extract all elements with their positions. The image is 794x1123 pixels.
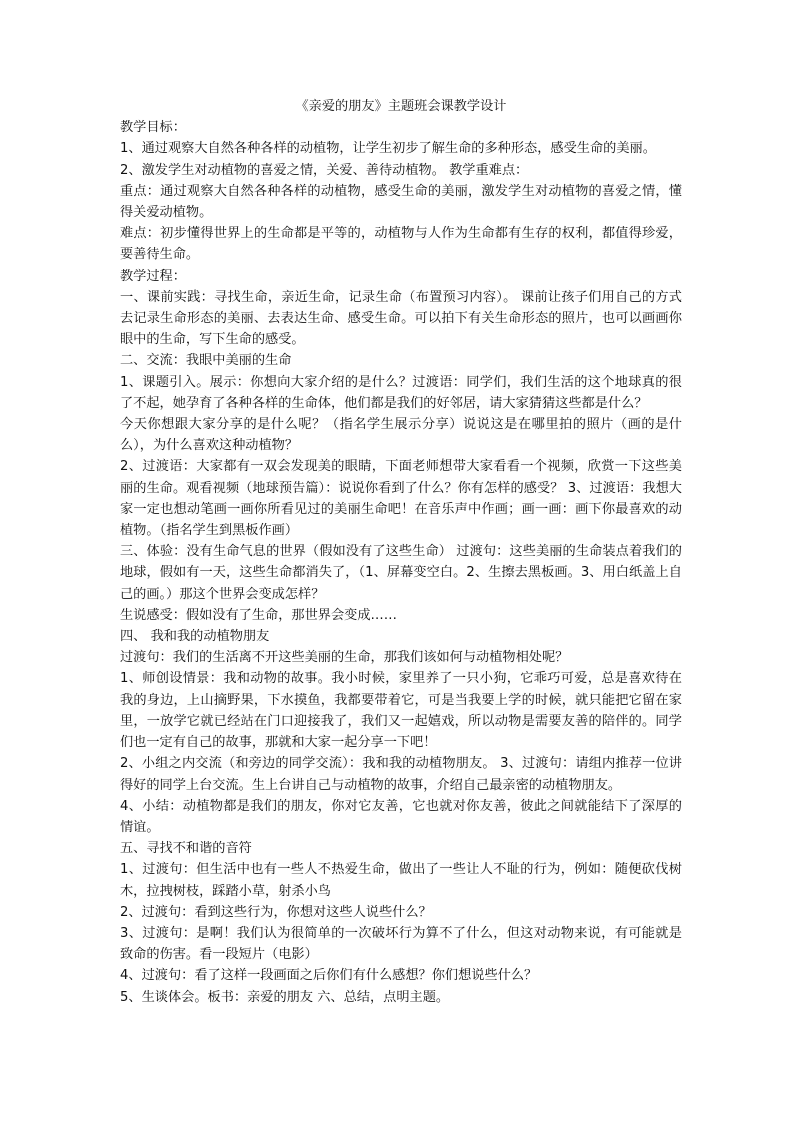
process-part-4-transition: 过渡句：我们的生活离不开这些美丽的生命，那我们该如何与动植物相处呢？ [120, 650, 569, 666]
document-page [120, 96, 682, 1008]
process-part-4-summary: 4、小结：动植物都是我们的朋友，你对它友善，它也就对你友善，彼此之间就能结下了深厚的情谊。 [120, 798, 682, 835]
section-heading-objectives: 教学目标： [120, 120, 186, 136]
process-part-3: 三、体验：没有生命气息的世界（假如没有了这些生命） 过渡句：这些美丽的生命装点着我们的地球，假如有一天，这些生命都消失了，（1、屏幕变空白。2、生擦去黑板画。3、用白纸盖上自己的画。）那这个世界会变成怎样？ [120, 544, 682, 602]
process-part-2-step-1: 1、课题引入。展示：你想向大家介绍的是什么？过渡语：同学们，我们生活的这个地球真的很了不起，她孕育了各种各样的生命体，他们都是我们的好邻居，请大家猜猜这些都是什么？ [120, 374, 682, 411]
process-part-2-sharing: 今天你想跟大家分享的是什么呢？（指名学生展示分享）说说这是在哪里拍的照片（画的是什么），为什么喜欢这种动植物？ [120, 417, 682, 454]
process-part-5-step-4: 4、过渡句：看了这样一段画面之后你们有什么感想？你们想说些什么？ [120, 968, 538, 984]
objective-item-1: 1、通过观察大自然各种各样的动植物，让学生初步了解生命的多种形态，感受生命的美丽。 [120, 141, 656, 157]
section-heading-process: 教学过程： [120, 268, 186, 284]
process-part-5-step-1: 1、过渡句：但生活中也有一些人不热爱生命，做出了一些让人不耻的行为，例如：随便砍伐树木，拉拽树枝，踩踏小草，射杀小鸟 [120, 862, 682, 899]
process-part-3-feeling: 生说感受：假如没有了生命，那世界会变成…… [120, 607, 397, 623]
process-part-5-step-3: 3、过渡句：是啊！我们认为很简单的一次破坏行为算不了什么，但这对动物来说，有可能就是致命的伤害。看一段短片（电影） [120, 925, 682, 963]
process-part-4-step-2: 2、小组之内交流（和旁边的同学交流）：我和我的动植物朋友。 3、过渡句：请组内推荐一位讲得好的同学上台交流。生上台讲自己与动植物的故事，介绍自己最亲密的动植物朋友。 [120, 756, 682, 793]
document-title: 《亲爱的朋友》主题班会课教学设计 [295, 99, 507, 114]
process-part-4-step-1: 1、师创设情景：我和动物的故事。我小时候，家里养了一只小狗，它乖巧可爱，总是喜欢待在我的身边，上山摘野果，下水摸鱼，我都要带着它，可是当我要上学的时候，就只能把它留在家里，一放学它就已经站在门口迎接我了，我们又一起嬉戏，所以动物是需要友善的陪伴的。同学们也一定有自己的故事，那就和大家一起分享一下吧！ [120, 671, 682, 751]
difficult-point: 难点：初步懂得世界上的生命都是平等的，动植物与人作为生命都有生存的权利，都值得珍爱，要善待生命。 [120, 226, 682, 263]
process-part-4-heading: 四、 我和我的动植物朋友 [120, 629, 270, 645]
process-part-1: 一、课前实践：寻找生命，亲近生命，记录生命（布置预习内容）。 课前让孩子们用自己的方式去记录生命形态的美丽、去表达生命、感受生命。可以拍下有关生命形态的照片，也可以画画你眼中的生命，写下生命的感受。 [120, 289, 682, 348]
process-part-2-heading: 二、交流：我眼中美丽的生命 [120, 353, 292, 369]
objective-item-2: 2、激发学生对动植物的喜爱之情，关爱、善待动植物。 教学重难点： [120, 162, 529, 178]
process-part-5-heading: 五、寻找不和谐的音符 [120, 841, 252, 857]
process-part-2-step-2: 2、过渡语：大家都有一双会发现美的眼睛，下面老师想带大家看看一个视频，欣赏一下这些美丽的生命。观看视频（地球预告篇）：说说你看到了什么？你有怎样的感受？ 3、过渡语：我想大家一定也想动笔画一画你所看见过的美丽生命吧！在音乐声中作画；画一画：画下你最喜欢的动植物。（指名学生到黑板作画） [120, 459, 682, 539]
process-part-5-step-2: 2、过渡句：看到这些行为，你想对这些人说些什么？ [120, 904, 432, 920]
process-part-5-step-5: 5、生谈体会。板书：亲爱的朋友 六、总结，点明主题。 [120, 989, 450, 1005]
key-point: 重点：通过观察大自然各种各样的动植物，感受生命的美丽，激发学生对动植物的喜爱之情，懂得关爱动植物。 [120, 183, 682, 221]
